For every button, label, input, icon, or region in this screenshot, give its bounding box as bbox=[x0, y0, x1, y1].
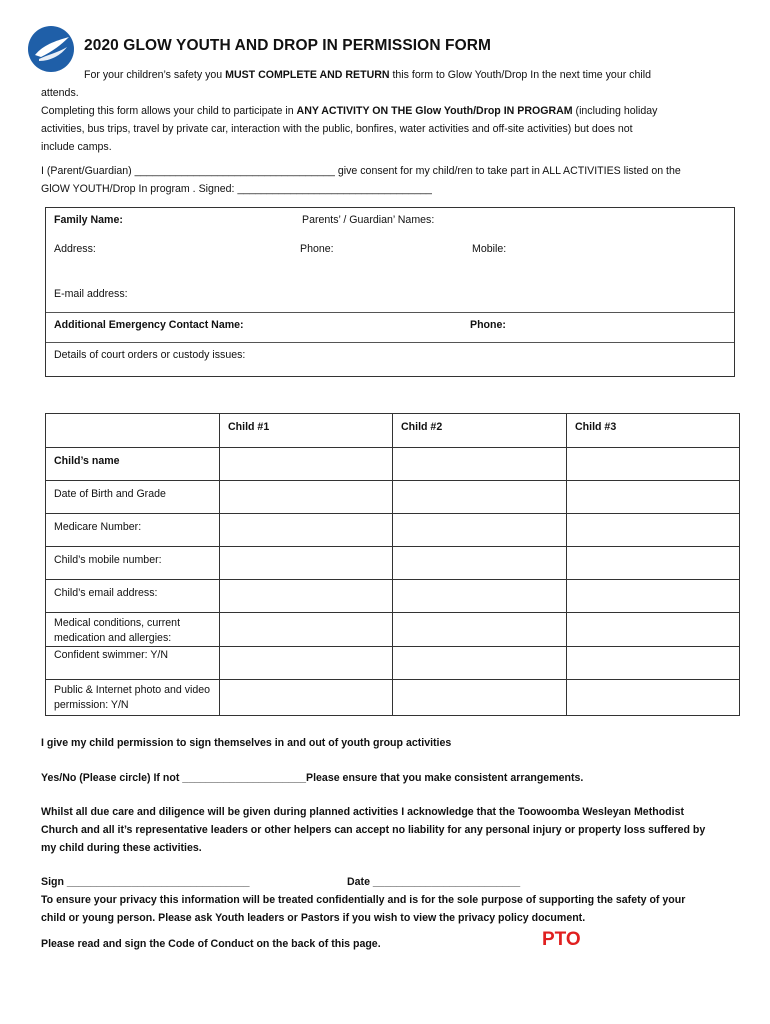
divider bbox=[46, 342, 734, 343]
child-2-cell[interactable] bbox=[393, 481, 567, 514]
row-label-mobile: Child’s mobile number: bbox=[46, 547, 220, 580]
divider bbox=[46, 312, 734, 313]
court-orders-label[interactable]: Details of court orders or custody issues: bbox=[54, 349, 246, 361]
table-row bbox=[46, 448, 740, 481]
row-label-email: Child’s email address: bbox=[46, 580, 220, 613]
family-details-box bbox=[45, 207, 735, 377]
child-3-cell[interactable] bbox=[567, 448, 740, 481]
pto-label: PTO bbox=[542, 929, 581, 950]
emergency-phone-label[interactable]: Phone: bbox=[470, 319, 506, 331]
table-header-row bbox=[46, 414, 740, 448]
row-label-childs-name: Child’s name bbox=[46, 448, 220, 481]
child-3-cell[interactable] bbox=[567, 580, 740, 613]
table-row bbox=[46, 647, 740, 680]
date-field[interactable]: Date _________________________ bbox=[347, 876, 521, 888]
child-2-cell[interactable] bbox=[393, 448, 567, 481]
table-row bbox=[46, 547, 740, 580]
address-label[interactable]: Address: bbox=[54, 243, 96, 255]
child-1-cell[interactable] bbox=[220, 647, 393, 680]
child-1-cell[interactable] bbox=[220, 547, 393, 580]
row-label-dob-grade: Date of Birth and Grade bbox=[46, 481, 220, 514]
row-label-medical: Medical conditions, current medication and allergies: bbox=[46, 613, 220, 647]
child-1-cell[interactable] bbox=[220, 481, 393, 514]
email-label[interactable]: E-mail address: bbox=[54, 288, 128, 300]
child-2-cell[interactable] bbox=[393, 547, 567, 580]
child-1-cell[interactable] bbox=[220, 613, 393, 647]
child-2-cell[interactable] bbox=[393, 613, 567, 647]
table-row bbox=[46, 580, 740, 613]
child-1-cell[interactable] bbox=[220, 580, 393, 613]
table-row bbox=[46, 680, 740, 716]
intro-line-5: include camps. bbox=[41, 141, 112, 153]
liability-line-2: Church and all it’s representative leaders or other helpers can accept no liability for any personal injury or property loss suffered by bbox=[41, 824, 706, 836]
intro-line-3: Completing this form allows your child to participate in ANY ACTIVITY ON THE Glow Youth/Drop IN PROGRAM (including holiday bbox=[41, 105, 658, 117]
child-3-cell[interactable] bbox=[567, 680, 740, 716]
child-3-cell[interactable] bbox=[567, 647, 740, 680]
child-3-cell[interactable] bbox=[567, 481, 740, 514]
parents-names-label[interactable]: Parents’ / Guardian’ Names: bbox=[302, 214, 435, 226]
family-name-label[interactable]: Family Name: bbox=[54, 214, 123, 226]
privacy-line-2: child or young person. Please ask Youth leaders or Pastors if you wish to view the privacy policy document. bbox=[41, 912, 586, 924]
table-row bbox=[46, 481, 740, 514]
form-title: 2020 GLOW YOUTH AND DROP IN PERMISSION FORM bbox=[84, 37, 492, 54]
child-details-table bbox=[45, 413, 740, 716]
intro-line-4: activities, bus trips, travel by private car, interaction with the public, bonfires, water activities and off-site activities) but does not bbox=[41, 123, 633, 135]
table-header-child-2: Child #2 bbox=[393, 414, 567, 448]
phone-label[interactable]: Phone: bbox=[300, 243, 334, 255]
intro-line-2: attends. bbox=[41, 87, 79, 99]
mobile-label[interactable]: Mobile: bbox=[472, 243, 507, 255]
child-3-cell[interactable] bbox=[567, 514, 740, 547]
row-label-swimmer: Confident swimmer: Y/N bbox=[46, 647, 220, 680]
child-1-cell[interactable] bbox=[220, 448, 393, 481]
liability-line-3: my child during these activities. bbox=[41, 842, 202, 854]
sign-out-statement: I give my child permission to sign themselves in and out of youth group activities bbox=[41, 737, 452, 749]
child-3-cell[interactable] bbox=[567, 547, 740, 580]
liability-line-1: Whilst all due care and diligence will be given during planned activities I acknowledge that the Toowoomba Wesleyan Methodist bbox=[41, 806, 684, 818]
child-1-cell[interactable] bbox=[220, 514, 393, 547]
table-header-child-1: Child #1 bbox=[220, 414, 393, 448]
child-2-cell[interactable] bbox=[393, 580, 567, 613]
child-2-cell[interactable] bbox=[393, 680, 567, 716]
intro-line-1: For your children’s safety you MUST COMPLETE AND RETURN this form to Glow Youth/Drop In the next time your child bbox=[84, 69, 651, 81]
child-3-cell[interactable] bbox=[567, 613, 740, 647]
table-row bbox=[46, 514, 740, 547]
yes-no-line[interactable]: Yes/No (Please circle) If not _____________________Please ensure that you make consistent arrangements. bbox=[41, 772, 584, 784]
church-dove-logo-icon bbox=[27, 25, 75, 73]
consent-line-2[interactable]: GlOW YOUTH/Drop In program . Signed: _________________________________ bbox=[41, 183, 432, 195]
consent-line-1[interactable]: I (Parent/Guardian) __________________________________ give consent for my child/ren to take part in ALL ACTIVITIES listed on the bbox=[41, 165, 681, 177]
emergency-contact-label[interactable]: Additional Emergency Contact Name: bbox=[54, 319, 244, 331]
table-row bbox=[46, 613, 740, 647]
privacy-line-1: To ensure your privacy this information will be treated confidentially and is for the sole purpose of supporting the safety of your bbox=[41, 894, 686, 906]
child-1-cell[interactable] bbox=[220, 680, 393, 716]
table-header-empty bbox=[46, 414, 220, 448]
child-2-cell[interactable] bbox=[393, 647, 567, 680]
code-of-conduct-note: Please read and sign the Code of Conduct on the back of this page. bbox=[41, 938, 381, 950]
child-2-cell[interactable] bbox=[393, 514, 567, 547]
row-label-medicare: Medicare Number: bbox=[46, 514, 220, 547]
row-label-photo-permission: Public & Internet photo and video permission: Y/N bbox=[46, 680, 220, 716]
sign-field[interactable]: Sign _______________________________ bbox=[41, 876, 250, 888]
table-header-child-3: Child #3 bbox=[567, 414, 740, 448]
